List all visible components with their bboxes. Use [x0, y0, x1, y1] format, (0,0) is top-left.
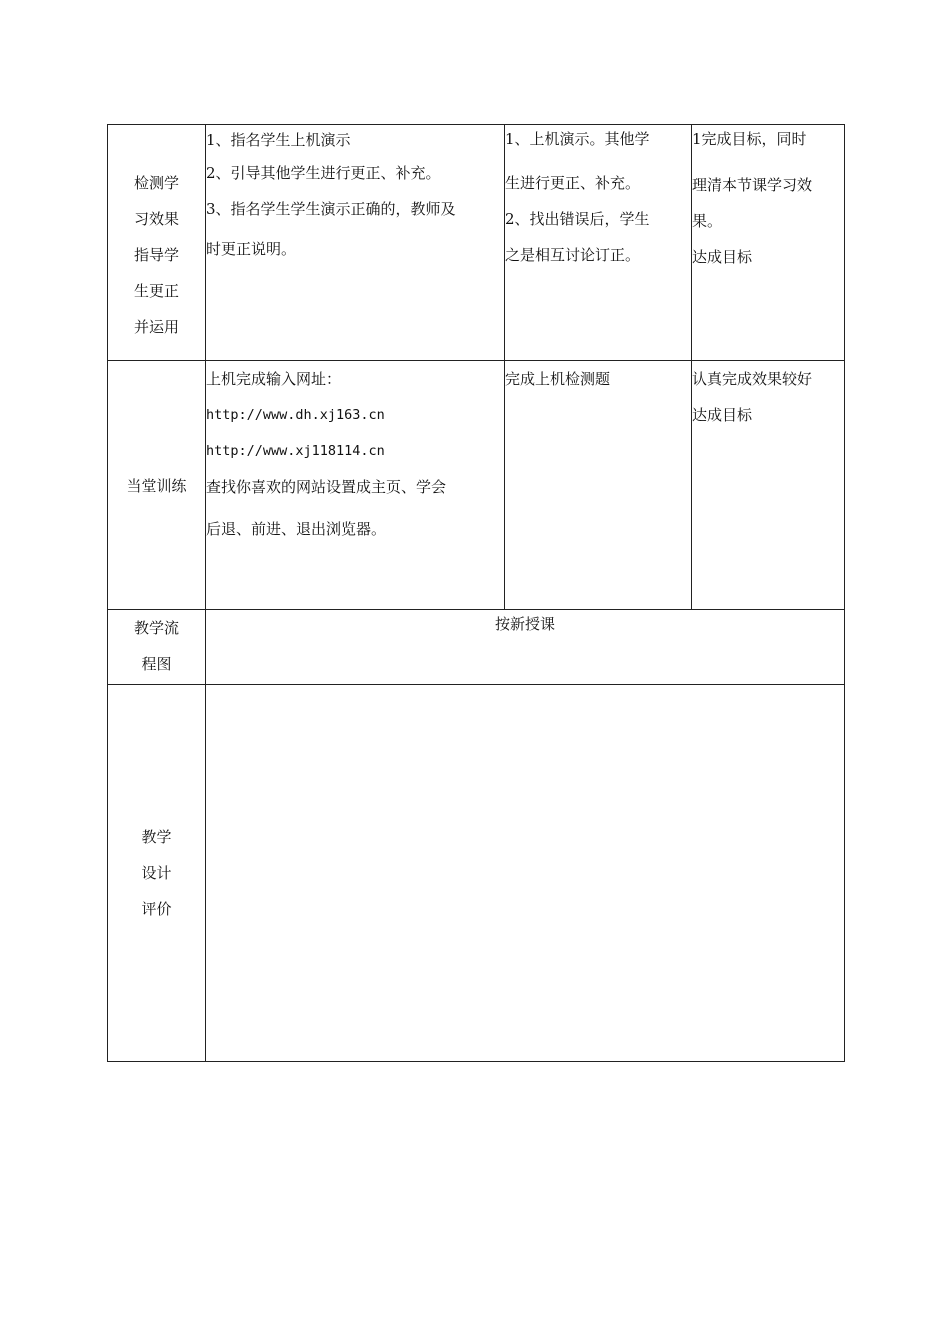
teacher-line: 1、指名学生上机演示 — [206, 131, 351, 149]
teacher-line: 上机完成输入网址： — [206, 370, 342, 388]
row-header-teaching-flowchart — [108, 610, 206, 685]
student-activity-cell — [505, 361, 692, 610]
url-text: http://www.xj118114.cn — [206, 443, 385, 459]
table-row — [108, 610, 845, 685]
student-line: 生进行更正、补充。 — [505, 174, 641, 192]
row-header-line: 设计 — [141, 864, 172, 882]
teacher-line: 时更正说明。 — [206, 240, 297, 258]
goal-line: 认真完成效果较好 — [692, 370, 813, 388]
goal-line: 果。 — [692, 212, 723, 230]
student-line: 完成上机检测题 — [505, 370, 611, 388]
goal-cell — [692, 125, 845, 361]
teacher-line: 后退、前进、退出浏览器。 — [206, 520, 387, 538]
teacher-activity-cell — [206, 125, 505, 361]
row-header-line: 检测学 — [133, 173, 179, 192]
student-line: 之是相互讨论订正。 — [505, 246, 641, 264]
row-header-line: 教学流 — [133, 619, 179, 637]
url-text: http://www.dh.xj163.cn — [206, 407, 385, 423]
student-line: 1、上机演示。其他学 — [505, 130, 650, 148]
goal-line: 达成目标 — [692, 248, 753, 266]
row-header-line: 并运用 — [133, 317, 179, 336]
row-header-design-evaluation — [108, 685, 206, 1062]
design-evaluation-cell[interactable] — [206, 685, 845, 1062]
row-header-line: 评价 — [141, 900, 172, 918]
row-header-line: 习效果 — [133, 209, 179, 228]
teacher-line: 查找你喜欢的网站设置成主页、学会 — [206, 478, 447, 496]
table-row — [108, 125, 845, 361]
row-header-line: 程图 — [141, 655, 172, 673]
table-row — [108, 361, 845, 610]
student-activity-cell — [505, 125, 692, 361]
flowchart-content-cell — [206, 610, 845, 685]
table-row — [108, 685, 845, 1062]
row-header-line: 生更正 — [133, 281, 179, 300]
row-header-class-practice: 当堂训练 — [108, 361, 206, 610]
goal-line: 达成目标 — [692, 406, 753, 424]
goal-line: 1完成目标，同时 — [692, 130, 807, 148]
lesson-plan-table — [107, 124, 845, 1062]
row-header-line: 指导学 — [133, 245, 179, 264]
row-header-check-effect — [108, 125, 206, 361]
goal-line: 理清本节课学习效 — [692, 176, 813, 194]
teacher-line: 3、指名学生学生演示正确的，教师及 — [206, 200, 456, 218]
teacher-line: 2、引导其他学生进行更正、补充。 — [206, 164, 441, 182]
teacher-activity-cell — [206, 361, 505, 610]
goal-cell — [692, 361, 845, 610]
flowchart-text: 按新授课 — [494, 615, 555, 633]
student-line: 2、找出错误后，学生 — [505, 210, 650, 228]
row-header-line: 教学 — [141, 828, 172, 846]
